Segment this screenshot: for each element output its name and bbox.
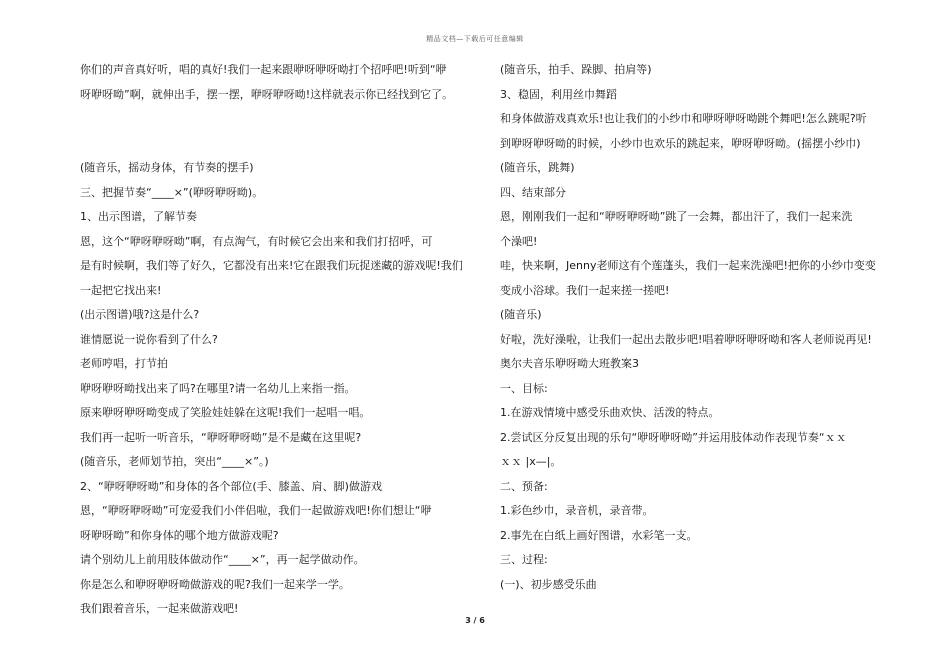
text-line: (随音乐，老师划节拍，突出“____×”。) — [80, 455, 269, 468]
text-line: 四、结束部分 — [500, 185, 566, 199]
text-line: (出示图谱)哦?这是什么? — [80, 308, 200, 321]
page-header: 精品文档—下载后可任意编辑 — [426, 35, 524, 43]
text-line: 2.尝试区分反复出现的乐句“咿呀咿呀呦”并运用肢体动作表现节奏“ｘｘ — [500, 430, 847, 444]
text-line: 哇，快来啊，Jenny老师这有个莲蓬头，我们一起来洗澡吧!把你的小纱巾变变 — [500, 259, 876, 272]
text-line: 恩，刚刚我们一起和“咿呀咿呀呦”跳了一会舞，都出汗了，我们一起来洗 — [500, 210, 853, 223]
text-line: (随音乐，拍手、跺脚、拍肩等) — [500, 63, 652, 76]
text-line: 2.事先在白纸上画好图谱，水彩笔一支。 — [500, 528, 698, 542]
text-line: 个澡吧! — [500, 234, 538, 248]
right-column — [500, 58, 885, 597]
text-line: 呀咿呀呦”啊，就伸出手，摆一摆，咿呀咿呀呦!这样就表示你已经找到它了。 — [80, 87, 454, 101]
text-line: 请个别幼儿上前用肢体做动作“____×”，再一起学做动作。 — [80, 553, 365, 566]
text-line: 1、出示图谱，了解节奏 — [80, 210, 197, 223]
text-line: 三、过程: — [500, 553, 548, 566]
text-line: 我们跟着音乐，一起来做游戏吧! — [80, 602, 239, 615]
text-line: 和身体做游戏真欢乐!也让我们的小纱巾和咿呀咿呀呦跳个舞吧!怎么跳呢?听 — [500, 112, 867, 125]
text-line: (随音乐，跳舞) — [500, 161, 575, 174]
text-line: 老师哼唱，打节拍 — [80, 357, 168, 370]
page-number: 3 / 6 — [465, 616, 485, 625]
text-line: 到咿呀咿呀呦的时候，小纱巾也欢乐的跳起来，咿呀咿呀呦。(摇摆小纱巾) — [500, 136, 861, 150]
text-line: 恩，这个“咿呀咿呀呦”啊，有点淘气，有时候它会出来和我们打招呼，可 — [80, 234, 433, 248]
text-line: 2、“咿呀咿呀呦”和身体的各个部位(手、膝盖、肩、脚)做游戏 — [80, 479, 382, 493]
text-line: 好啦，洗好澡啦，让我们一起出去散步吧!唱着咿呀咿呀呦和客人老师说再见! — [500, 332, 872, 346]
text-line: ｘｘ |x—|。 — [500, 455, 562, 468]
left-column — [80, 58, 470, 622]
text-line: 咿呀咿呀呦找出来了吗?在哪里?请一名幼儿上来指一指。 — [80, 381, 356, 395]
text-line — [80, 132, 470, 157]
text-line: 一、目标: — [500, 381, 548, 395]
text-line: (随音乐) — [500, 308, 542, 321]
text-line: 呀咿呀呦”和你身体的哪个地方做游戏呢? — [80, 528, 279, 542]
text-line: 原来咿呀咿呀呦变成了笑脸娃娃躲在这呢!我们一起唱一唱。 — [80, 406, 371, 419]
text-line — [80, 107, 470, 132]
text-line: 我们再一起听一听音乐，“咿呀咿呀呦”是不是藏在这里呢? — [80, 430, 362, 444]
text-line: 你是怎么和咿呀咿呀呦做游戏的呢?我们一起来学一学。 — [80, 577, 350, 591]
text-line: 你们的声音真好听，唱的真好!我们一起来跟咿呀咿呀呦打个招呼吧!听到“咿 — [80, 63, 447, 76]
text-line: 恩，“咿呀咿呀呦”可宠爱我们小伴侣啦，我们一起做游戏吧!你们想让“咿 — [80, 504, 432, 517]
text-line: 3、稳固，利用丝巾舞蹈 — [500, 87, 617, 101]
text-line: (随音乐，摇动身体，有节奏的摆手) — [80, 161, 254, 174]
text-line: 一起把它找出来! — [80, 283, 162, 297]
text-line: 变成小浴球。我们一起来搓一搓吧! — [500, 283, 670, 297]
text-line: (一)、初步感受乐曲 — [500, 577, 597, 591]
text-line: 三、把握节奏“____×”(咿呀咿呀呦)。 — [80, 185, 264, 199]
text-line: 是有时候啊，我们等了好久，它都没有出来!它在跟我们玩捉迷藏的游戏呢!我们 — [80, 259, 463, 272]
text-line: 奥尔夫音乐咿呀呦大班教案3 — [500, 357, 639, 370]
text-line: 1.在游戏情境中感受乐曲欢快、活泼的特点。 — [500, 406, 720, 419]
text-line: 谁情愿说一说你看到了什么? — [80, 332, 218, 346]
text-line: 1.彩色纱巾，录音机，录音带。 — [500, 504, 654, 517]
text-line: 二、预备: — [500, 479, 548, 493]
